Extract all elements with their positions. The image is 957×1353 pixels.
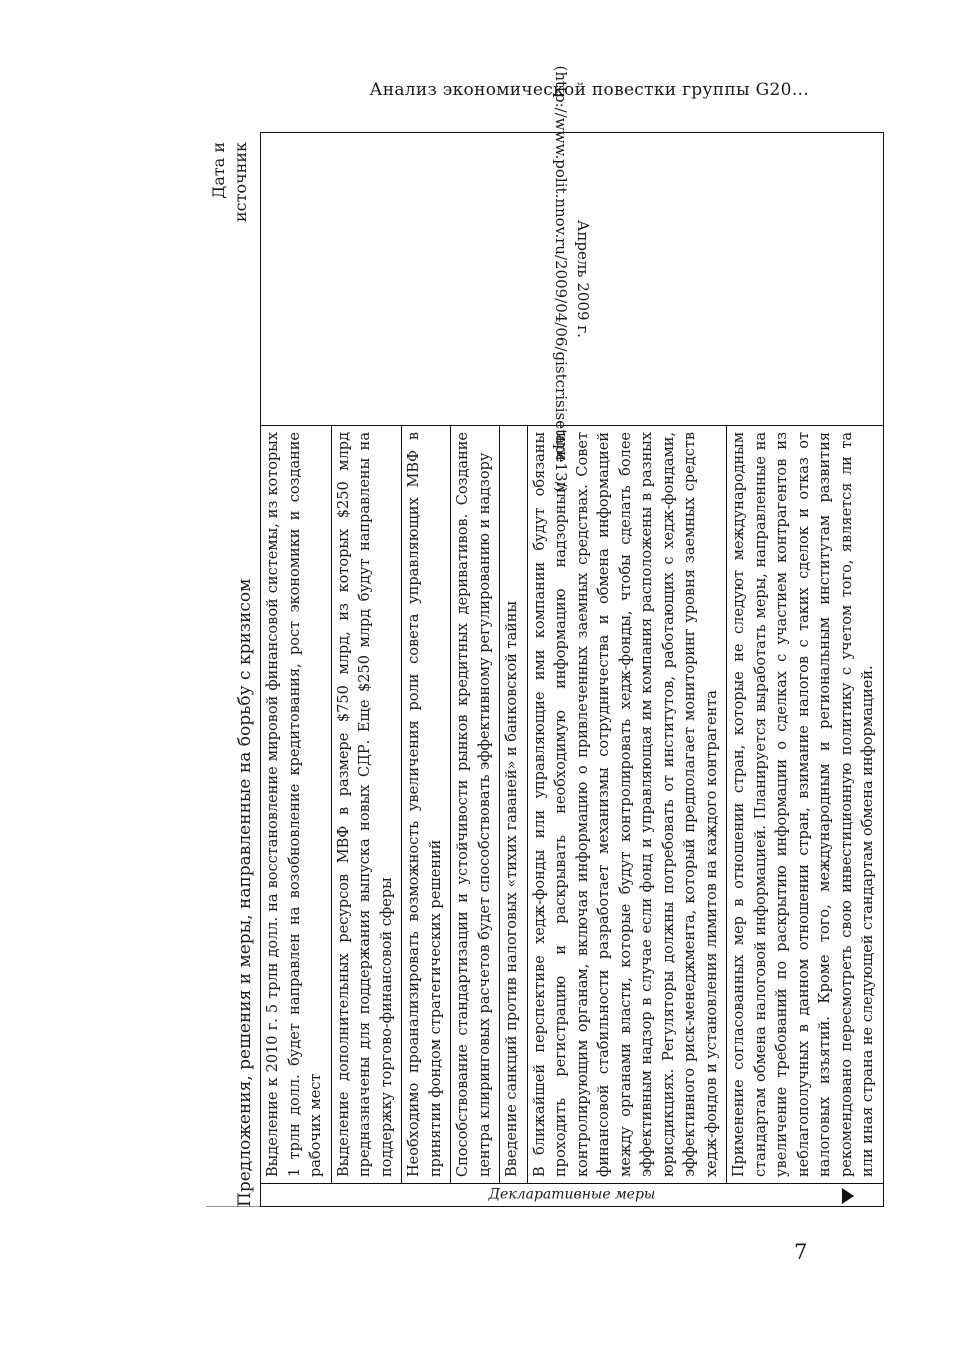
- measure-cell: Необходимо проанализировать возможность увеличения роли совета управляющих МВФ в принятии фондом стратегических решений: [402, 426, 451, 1184]
- table-row: [261, 133, 332, 1207]
- measure-cell: В ближайшей перспективе хедж-фонды или управляющие ими компании будут обязаны проходить регистрацию и раскрывать необходимую информацию надзорным или контролирующим органам, включая информацию о привлеченных заемных средствах. Совет финансовой стабильности разработает механизмы сотрудничества и обмена информацией между органами власти, которые будут контролировать хедж-фонды, чтобы сделать более эффективным надзор в случае если фонд и управляющая им компания расположены в разных юрисдикциях. Регуляторы должны потребовать от институтов, работающих с хедж-фондами, эффективного риск-менеджмента, который предполагает мониторинг уровня заемных средств хедж-фондов и установления лимитов на каждого контрагента: [527, 426, 727, 1184]
- proposals-header: Предложения, решения и меры, направленные на борьбу с кризисом: [235, 578, 255, 1207]
- measure-cell: Введение санкций против налоговых «тихих гаваней» и банковской тайны: [500, 426, 528, 1184]
- table-column-header: [206, 132, 260, 1207]
- category-cell: [261, 1184, 884, 1207]
- measure-cell: Способствование стандартизации и устойчивости рынков кредитных деривативов. Создание центра клиринговых расчетов будет способствовать эффективному регулированию и надзору: [451, 426, 500, 1184]
- measure-cell: Выделение к 2010 г. 5 трлн долл. на восстановление мировой финансовой системы, из которых 1 трлн долл. будет направлен на возобновление кредитования, рост экономики и создание рабочих мест: [261, 426, 332, 1184]
- continuation-arrow-icon: [842, 1188, 854, 1204]
- source-url: (http://www.polit.nnov.ru/2009/04/06/gistcrisisetape13/): [551, 65, 570, 493]
- measure-cell: Применение согласованных мер в отношении стран, которые не следуют международным стандартам обмена налоговой информацией. Планируется выработать меры, направленные на увеличение требований по раскрытию информации о сделках с участием контрагентов из неблагополучных в данном отношении стран, взимание налогов с таких сделок и отказ от налоговых изъятий. Кроме того, международным и региональным институтам развития рекомендовано пересмотреть свою инвестиционную политику с учетом того, является ли та или иная страна не следующей стандартам обмена информацией.: [727, 426, 884, 1184]
- page-number: 7: [794, 1240, 808, 1264]
- source-date: Апрель 2009 г.: [573, 220, 592, 338]
- date-source-header: Дата и источник: [209, 142, 250, 223]
- running-head: Анализ экономической повестки группы G20…: [369, 80, 809, 100]
- measure-cell: Выделение дополнительных ресурсов МВФ в размере $750 млрд, из которых $250 млрд предназначены для поддержания выпуска новых СДР. Еще $250 млрд будут направлены на поддержку торгово-финансовой сферы: [331, 426, 402, 1184]
- source-text: [550, 65, 594, 492]
- category-label: Декларативные меры: [488, 1186, 656, 1203]
